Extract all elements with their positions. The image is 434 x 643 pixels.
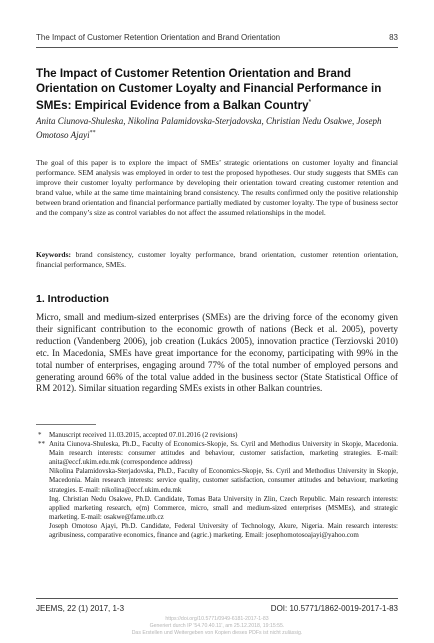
- authors-text: Anita Ciunova-Shuleska, Nikolina Palamidovska-Sterjadovska, Christian Nedu Osakwe, Joseph Omotoso Ajayi: [36, 116, 382, 140]
- journal-citation: JEEMS, 22 (1) 2017, 1-3: [36, 604, 125, 613]
- footnote-mark: **: [38, 440, 45, 449]
- footnote-item: [36, 495, 398, 522]
- keywords-label: Keywords:: [36, 250, 71, 259]
- header-rule: [36, 47, 398, 48]
- footnote-item: [36, 522, 398, 540]
- keywords-text: brand consistency, customer loyalty performance, brand orientation, customer retention orientation, financial performance, SMEs.: [36, 250, 399, 269]
- watermark-doi-link[interactable]: https://doi.org/10.5771/0949-6181-2017-1-83: [165, 616, 269, 622]
- article-title-text: The Impact of Customer Retention Orientation and Brand Orientation on Customer Loyalty and Financial Performance in SMEs: Empirical Evidence from a Balkan Country: [36, 67, 382, 112]
- footnote-separator: [36, 424, 96, 425]
- introduction-paragraph: Micro, small and medium-sized enterprises (SMEs) are the driving force of the economy given their significant contribution to the economic growth of nations (Beck et al. 2005), poverty reduction (Vandenberg 2006), job creation (Lukács 2005), innovation practice (Terziovski 2010) etc. In Macedonia, SMEs have great importance for the economy, participating with 99% in the total number of enterprises, engaging around 77% of the total number of employed persons and generating around 66% of the total value added in the business sector (State Statistical Office of RM 2012). Similar situation regarding SMEs exists in other Balkan countries.: [36, 312, 398, 394]
- footer-rule: [36, 598, 398, 599]
- abstract: The goal of this paper is to explore the impact of SMEs’ strategic orientations on customer loyalty and financial performance. SEM analysis was employed in order to test the proposed hypotheses. Our study suggests that SMEs can improve their customer loyalty performance by developing their orientation toward creating customer retention and brand value, while at the same time maintaining brand consistency. The results confirmed only the positive relationship between brand orientation and financial performance partially mediated by customer loyalty. The type of business sector and the company’s size as control variables do not affect the assumed relationships in the model.: [36, 158, 398, 217]
- footnote-text: Nikolina Palamidovska-Sterjadovska, Ph.D., Faculty of Economics-Skopje, Ss. Cyril and Methodius University in Skopje, Macedonia. Main research interests: service quality, customer satisfaction, consumer attitudes and behaviour, marketing strategies. E-mail: nikolina@eccf.ukim.edu.mk: [49, 467, 398, 494]
- footnote-text: Anita Ciunova-Shuleska, Ph.D., Faculty of Economics-Skopje, Ss. Cyril and Methodius University in Skopje, Macedonia. Main research interests: consumer attitudes and behaviour, customer satisfaction, marketing strategies. E-mail: anita@eccf.ukim.edu.mk (correspondence address): [49, 440, 398, 467]
- page-number: 83: [389, 33, 398, 42]
- page-footer: [36, 604, 398, 613]
- watermark-line: Das Erstellen und Weitergeben von Kopien dieses PDFs ist nicht zulässig.: [131, 629, 303, 636]
- footnote-text: Ing. Christian Nedu Osakwe, Ph.D. Candidate, Tomas Bata University in Zlin, Czech Republic. Main research interests: applied marketing research, e(m) Commerce, micro, small and medium-sized enterprises (MSMEs), and strategic marketing. E-mail: osakwe@fame.utb.cz: [49, 494, 398, 521]
- watermark-line: Generiert durch IP '54.70.40.11', am 25.12.2018, 19:15:55.: [149, 622, 285, 629]
- footnote-mark: *: [38, 431, 42, 439]
- doi-label: DOI: 10.5771/1862-0019-2017-1-83: [270, 604, 398, 613]
- footnote-text: Joseph Omotoso Ajayi, Ph.D. Candidate, Federal University of Technology, Akure, Nigeria. Main research interests: agribusiness, comparative economics, finance and (agric.) marketing. Email: josephomotosoajayi@yahoo.com: [49, 521, 398, 540]
- footnote-text: Manuscript received 11.03.2015, accepted 07.01.2016 (2 revisions): [49, 431, 238, 439]
- footnote-item: [36, 467, 398, 494]
- keywords: [36, 250, 398, 270]
- author-list: [36, 115, 398, 141]
- running-head-title: The Impact of Customer Retention Orientation and Brand Orientation: [36, 33, 281, 42]
- running-head: [36, 33, 398, 42]
- footnotes: [36, 431, 398, 540]
- footnote-item: [36, 440, 398, 467]
- title-footnote-mark: *: [308, 99, 312, 106]
- section-heading-introduction: 1. Introduction: [36, 293, 109, 305]
- authors-footnote-mark: **: [89, 130, 96, 136]
- footnote-item: [36, 431, 398, 440]
- article-title: [36, 67, 400, 113]
- download-watermark: [0, 616, 434, 636]
